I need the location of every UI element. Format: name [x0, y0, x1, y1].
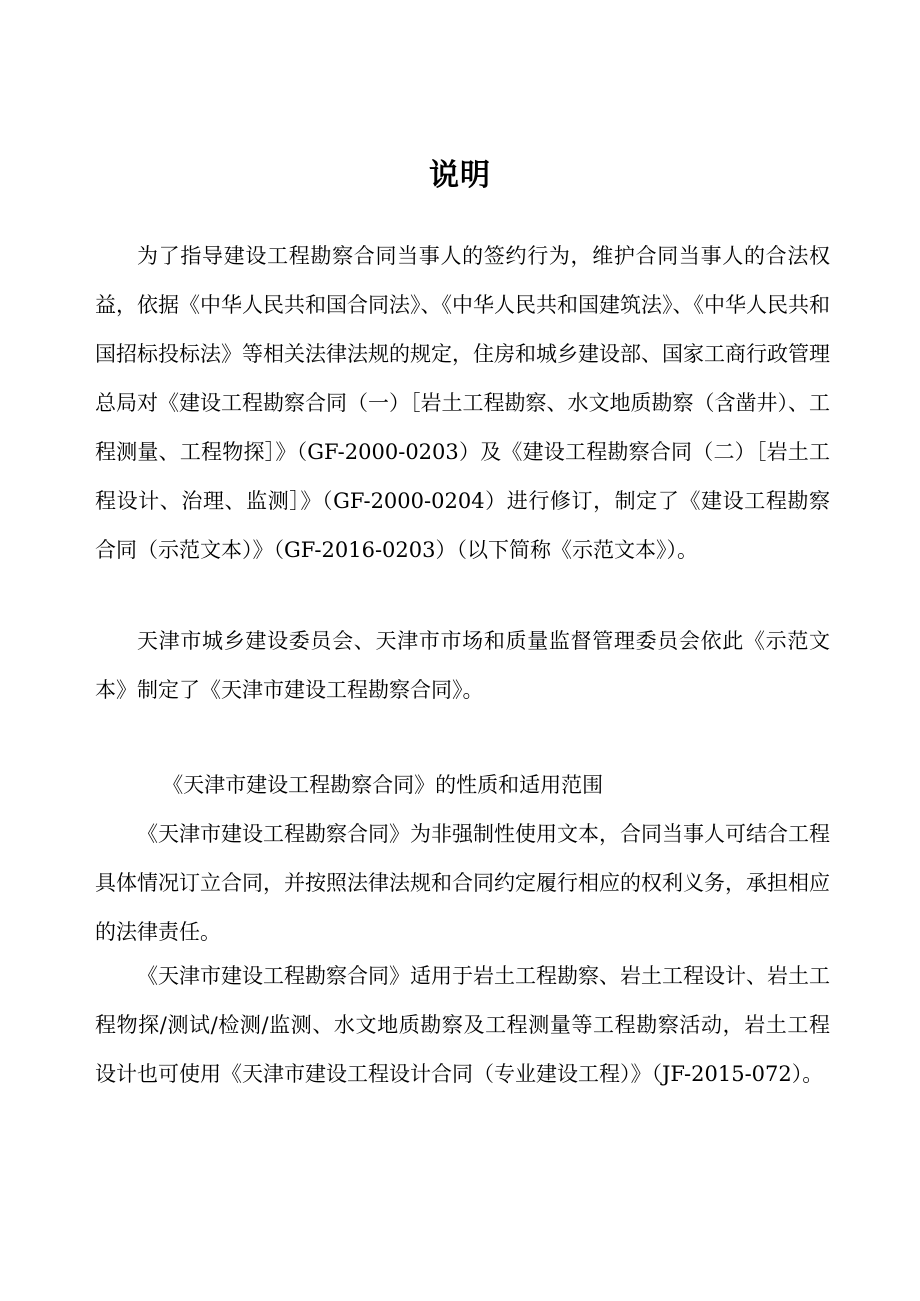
nature-paragraph: 《天津市建设工程勘察合同》为非强制性使用文本，合同当事人可结合工程具体情况订立合同，并按照法律法规和合同约定履行相应的权利义务，承担相应的法律责任。 [95, 822, 830, 944]
scope-paragraph: 《天津市建设工程勘察合同》适用于岩土工程勘察、岩土工程设计、岩土工程物探/测试/检测/监测、水文地质勘察及工程测量等工程勘察活动，岩土工程设计也可使用《天津市建设工程设计合同（专业建设工程）》（JF-2015-072）。 [95, 964, 830, 1086]
tianjin-paragraph: 天津市城乡建设委员会、天津市市场和质量监督管理委员会依此《示范文本》制定了《天津市建设工程勘察合同》。 [95, 629, 830, 702]
intro-paragraph: 为了指导建设工程勘察合同当事人的签约行为，维护合同当事人的合法权益，依据《中华人民共和国合同法》、《中华人民共和国建筑法》、《中华人民共和国招标投标法》等相关法律法规的规定，住房和城乡建设部、国家工商行政管理总局对《建设工程勘察合同（一）［岩土工程勘察、水文地质勘察（含凿井）、工程测量、工程物探］》（GF-2000-0203）及《建设工程勘察合同（二）［岩土工程设计、治理、监测］》（GF-2000-0204）进行修订，制定了《建设工程勘察合同（示范文本）》（GF-2016-0203）（以下简称《示范文本》）。 [95, 244, 830, 562]
section-heading: 《天津市建设工程勘察合同》的性质和适用范围 [162, 773, 604, 797]
document-title: 说明 [429, 158, 491, 193]
